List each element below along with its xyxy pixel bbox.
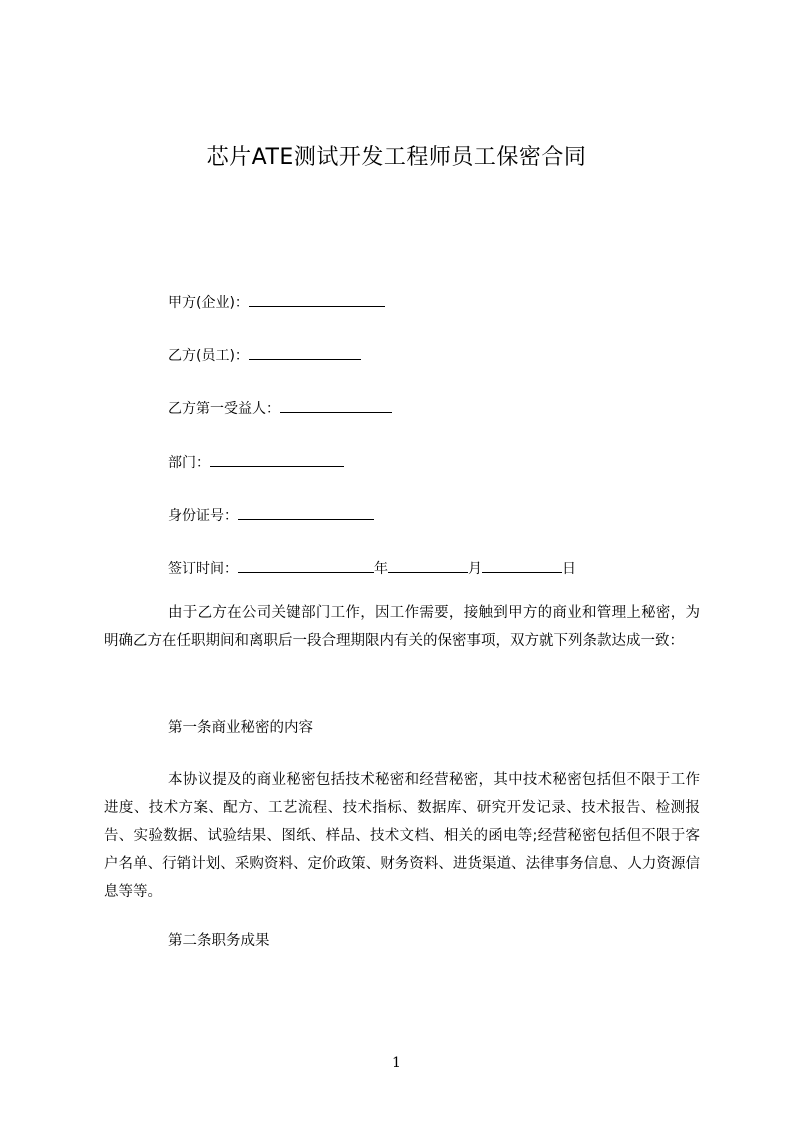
intro-paragraph: 由于乙方在公司关键部门工作，因工作需要，接触到甲方的商业和管理上秘密，为明确乙方在任职期间和离职后一段合理期限内有关的保密事项，双方就下列条款达成一致：	[104, 605, 700, 649]
id-number-field	[168, 505, 374, 526]
party-a-blank	[249, 292, 385, 307]
sign-time-field	[168, 558, 576, 579]
party-b-label: 乙方(员工)：	[168, 348, 249, 364]
document-title: 芯片ATE测试开发工程师员工保密合同	[206, 145, 587, 170]
department-field	[168, 452, 344, 473]
year-label: 年	[374, 561, 388, 577]
article1-heading: 第一条商业秘密的内容	[168, 720, 313, 736]
day-label: 日	[562, 561, 576, 577]
sign-day-blank	[482, 558, 562, 573]
sign-year-blank	[238, 558, 374, 573]
month-label: 月	[468, 561, 482, 577]
party-b-blank	[249, 345, 361, 360]
sign-month-blank	[388, 558, 468, 573]
party-b-field	[168, 345, 361, 366]
id-number-label: 身份证号：	[168, 508, 238, 524]
beneficiary-blank	[280, 398, 392, 413]
party-a-label: 甲方(企业)：	[168, 295, 249, 311]
department-label: 部门：	[168, 455, 210, 471]
article1-body: 本协议提及的商业秘密包括技术秘密和经营秘密，其中技术秘密包括但不限于工作进度、技术方案、配方、工艺流程、技术指标、数据库、研究开发记录、技术报告、检测报告、实验数据、试验结果、图纸、样品、技术文档、相关的函电等;经营秘密包括但不限于客户名单、行销计划、采购资料、定价政策、财务资料、进货渠道、法律事务信息、人力资源信息等等。	[104, 772, 700, 900]
page-number: 1	[392, 1055, 401, 1071]
party-a-field	[168, 292, 385, 313]
department-blank	[210, 452, 344, 467]
sign-time-label: 签订时间：	[168, 561, 238, 577]
beneficiary-field	[168, 398, 392, 419]
id-number-blank	[238, 505, 374, 520]
beneficiary-label: 乙方第一受益人：	[168, 401, 280, 417]
article2-heading: 第二条职务成果	[168, 933, 270, 949]
